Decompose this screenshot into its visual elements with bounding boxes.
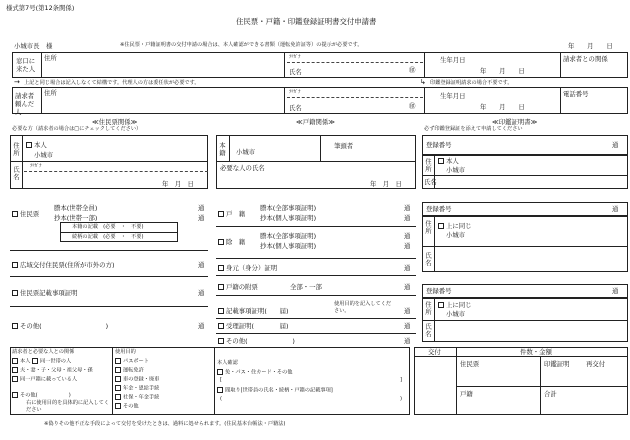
juminhyo-full-label: 謄本(世帯全員)	[54, 204, 98, 212]
verify-id-label: 免・パス・住カード・その他	[225, 369, 293, 376]
inkan-city-label: 小城市	[446, 166, 466, 174]
juri-label: 受理証明( 届)	[226, 322, 289, 330]
purpose-option: 車の登録・廃車	[123, 376, 160, 383]
relation-title: 請求者と必要な人との関係	[12, 349, 75, 355]
note-same-as-above: 上記と同じ場合は記入しなくて結構です。代理人の方は委任状が必要です。	[24, 80, 200, 86]
applicant-label: 窓口に来た人	[16, 57, 36, 73]
unit-label: 通	[404, 264, 411, 272]
fuhyo-options[interactable]: 全部・一部	[290, 283, 322, 291]
koseki-other-label: その他( )	[226, 337, 295, 345]
unit-label: 通	[612, 205, 619, 213]
unit-label: 通	[612, 141, 619, 149]
zokugara-option[interactable]: 続柄の記載 (必要 ・ 不要)	[72, 234, 144, 240]
relation-self-checkbox[interactable]	[12, 358, 18, 364]
inkan-address-label: 住所	[424, 220, 432, 235]
applicant-name-label: 氏名	[289, 68, 302, 76]
unit-label: 通	[404, 204, 411, 212]
koseki-kisai-label: 記載事項証明( 届)	[226, 307, 289, 315]
juminhyo-city-label: 小城市	[34, 151, 54, 159]
inkan-same-checkbox[interactable]	[438, 302, 444, 308]
juminhyo-birth-date: 年 月 日	[162, 180, 194, 188]
unit-label: 通	[198, 214, 205, 222]
relation-family-checkbox[interactable]	[12, 367, 18, 373]
unit-label: 通	[404, 242, 411, 250]
juminhyo-furigana-label: ﾌﾘｶﾞﾅ	[30, 164, 42, 169]
form-title: 住民票・戸籍・印鑑登録証明書交付申請書	[236, 17, 377, 26]
juminhyo-other-checkbox[interactable]	[12, 323, 18, 329]
inkan-reg-box-1	[422, 135, 628, 155]
unit-label: 通	[198, 289, 205, 297]
unit-label: 通	[404, 307, 411, 315]
koiki-label: 広域交付住民票(住所が市外の方)	[20, 261, 115, 269]
koiki-checkbox[interactable]	[12, 262, 18, 268]
juminhyo-header: ≪住民票関係≫	[92, 118, 138, 126]
purpose-note: 使用目的を記入してください。	[334, 301, 392, 314]
mibun-checkbox[interactable]	[218, 265, 224, 271]
relation-other-note: 右に使用目的を具体的に記入してください	[26, 400, 110, 413]
office-juminhyo-label: 住民票	[460, 360, 480, 368]
inkan-reg-label: 登録番号	[426, 141, 452, 149]
unit-label: 通	[404, 232, 411, 240]
inkan-name-label: 氏名	[424, 178, 437, 186]
inkan-reg-box-3	[422, 284, 628, 298]
office-total-label: 合計	[544, 390, 557, 398]
juminhyo-other-label: その他( )	[20, 322, 109, 330]
inkan-self-checkbox[interactable]	[438, 158, 444, 164]
koseki-person-label: 必要な人の氏名	[220, 164, 265, 172]
koseki-kisai-checkbox[interactable]	[218, 308, 224, 314]
koseki-item-label: 戸 籍	[226, 210, 246, 218]
fuhyo-label: 戸籍の附票	[226, 283, 258, 291]
juminhyo-subheader: 必要な方（請求者の場合は□にチェックしてください）	[12, 126, 142, 132]
purpose-option: 運転免許	[123, 367, 144, 374]
requester-block	[12, 87, 628, 114]
hittousha-label: 筆頭者	[334, 142, 354, 150]
unit-label: 通	[404, 322, 411, 330]
inkan-city-label: 小城市	[446, 310, 466, 318]
id-notice: ※住民票・戸籍証明書の交付申請の場合は、本人確認ができる書類（運転免許証等）の提示が必要です。	[120, 42, 363, 48]
requester-label: 請求者頼んだ人	[15, 92, 35, 116]
form-number: 様式第7号(第12条関係)	[6, 4, 75, 12]
relation-household-checkbox[interactable]	[32, 358, 38, 364]
requester-birth-date: 年 月 日	[480, 103, 525, 111]
unit-label: 通	[404, 214, 411, 222]
purpose-option: 年金・恩給手続	[123, 385, 160, 392]
inkan-same-label: 上に同じ	[446, 222, 472, 230]
juminhyo-partial-label: 抄本(世帯一部)	[54, 214, 98, 222]
footer-warning: ※偽りその他不正な手段によって交付を受けたときは、過料に処せられます。(住民基本台帳法・戸籍法)	[44, 421, 286, 427]
relation-household: 同一世帯の人	[40, 358, 72, 365]
arrow-icon: →	[14, 78, 20, 86]
applicant-furigana-label: ﾌﾘｶﾞﾅ	[289, 55, 301, 60]
bracket-close-icon: ]	[400, 377, 403, 383]
verify-title: 本人確認	[217, 360, 238, 366]
verify-id-checkbox[interactable]	[217, 369, 223, 375]
fuhyo-checkbox[interactable]	[218, 284, 224, 290]
requester-seal-icon: ㊞	[409, 102, 416, 110]
applicant-seal-icon: ㊞	[409, 66, 416, 74]
applicant-birth-date: 年 月 日	[480, 67, 525, 75]
juminhyo-self-label: 本人	[34, 141, 47, 149]
purpose-option: パスポート	[123, 358, 149, 365]
paren-open-icon: (	[220, 396, 223, 402]
juminhyo-item-label: 住民票	[20, 210, 40, 218]
relation-family: 夫・妻・子・父母・祖父母・孫	[20, 367, 93, 374]
purpose-checkbox[interactable]	[115, 394, 121, 400]
purpose-option: その他	[123, 403, 139, 410]
relation-other: その他( )	[20, 392, 71, 399]
requester-name-label: 氏名	[289, 104, 302, 112]
relation-koseki: 同一戸籍に載っている人	[20, 376, 78, 383]
koseki-checkbox[interactable]	[218, 211, 224, 217]
purpose-checkbox[interactable]	[115, 376, 121, 382]
relation-other-checkbox[interactable]	[12, 392, 18, 398]
application-date: 年 月 日	[568, 42, 613, 50]
unit-label: 通	[612, 287, 619, 295]
juminhyo-address-label: 住所	[12, 142, 20, 157]
purpose-checkbox[interactable]	[115, 403, 121, 409]
inkan-address-label: 住所	[424, 301, 432, 316]
inkan-name-label: 氏名	[424, 252, 432, 267]
requester-birth-label: 生年月日	[440, 92, 466, 100]
requester-phone-label: 電話番号	[563, 90, 589, 98]
inkan-name-label: 氏名	[424, 323, 432, 338]
koseki-partial-label: 抄本(個人事項証明)	[260, 214, 317, 222]
unit-label: 通	[198, 204, 205, 212]
inkan-address-label: 住所	[424, 158, 432, 173]
juminhyo-checkbox[interactable]	[12, 211, 18, 217]
inkan-same-checkbox[interactable]	[438, 223, 444, 229]
inkan-city-label: 小城市	[446, 231, 466, 239]
relation-koseki-checkbox[interactable]	[12, 376, 18, 382]
paren-close-icon: )	[400, 396, 403, 402]
juri-checkbox[interactable]	[218, 323, 224, 329]
requester-furigana-label: ﾌﾘｶﾞﾅ	[289, 90, 301, 95]
office-inkan-label: 印鑑証明	[544, 360, 570, 368]
requester-address-label: 住所	[44, 89, 57, 97]
purpose-option: 社保・年金手続	[123, 394, 160, 401]
addressee: 小城市長 様	[14, 42, 53, 50]
verify-interview-label: 聞取り[世帯員の氏名・続柄・戸籍の記載事項]	[225, 387, 333, 394]
arrow-icon: ↳	[420, 78, 426, 86]
applicant-block	[12, 52, 628, 78]
unit-label: 通	[404, 337, 411, 345]
unit-label: 通	[198, 322, 205, 330]
inkan-header: ≪印鑑証明書≫	[492, 118, 538, 126]
joseki-partial-label: 抄本(個人事項証明)	[260, 242, 317, 250]
applicant-birth-label: 生年月日	[440, 56, 466, 64]
honseki-option[interactable]: 本籍の記載 (必要 ・ 不要)	[72, 224, 144, 230]
inkan-reg-label: 登録番号	[426, 205, 452, 213]
unit-label: 通	[198, 261, 205, 269]
purpose-checkbox[interactable]	[115, 385, 121, 391]
unit-label: 通	[404, 283, 411, 291]
note-inkan: 印鑑登録証明請求の場合不要です。	[430, 80, 513, 86]
office-koseki-label: 戸籍	[460, 390, 473, 398]
applicant-address-label: 住所	[44, 54, 57, 62]
juminhyo-name-label: 氏名	[12, 166, 20, 181]
koseki-full-label: 謄本(全部事項証明)	[260, 204, 317, 212]
verify-interview-checkbox[interactable]	[217, 387, 223, 393]
purpose-checkbox[interactable]	[115, 367, 121, 373]
kisai-checkbox[interactable]	[12, 290, 18, 296]
applicant-relation-label: 請求者との関係	[563, 55, 608, 63]
joseki-full-label: 謄本(全部事項証明)	[260, 232, 317, 240]
inkan-same-label: 上に同じ	[446, 301, 472, 309]
inkan-reg-box-2	[422, 202, 628, 216]
koseki-birth-date: 年 月 日	[370, 180, 402, 188]
count-amount-label: 件数・金額	[520, 348, 552, 356]
juminhyo-self-checkbox[interactable]	[26, 142, 32, 148]
koseki-city-label: 小城市	[236, 148, 256, 156]
joseki-item-label: 除 籍	[226, 238, 246, 246]
koseki-header: ≪戸籍関係≫	[296, 118, 335, 126]
inkan-subheader: 必ず印鑑登録証を添えて申請してください	[424, 126, 523, 132]
purpose-title: 使用目的	[115, 349, 136, 355]
office-saikofu-label: 再交付	[586, 360, 606, 368]
koseki-other-checkbox[interactable]	[218, 338, 224, 344]
bracket-open-icon: [	[220, 377, 223, 383]
mibun-label: 身元（身分）証明	[226, 264, 278, 272]
koufu-label: 交付	[428, 348, 441, 356]
purpose-checkbox[interactable]	[115, 358, 121, 364]
inkan-reg-label: 登録番号	[426, 287, 452, 295]
joseki-checkbox[interactable]	[218, 239, 224, 245]
kisai-label: 住民票記載事項証明	[20, 289, 78, 297]
koseki-honseki-label: 本籍	[218, 142, 226, 157]
inkan-self-label: 本人	[446, 157, 459, 165]
relation-self: 本人	[20, 358, 31, 365]
office-use-box	[414, 347, 628, 415]
